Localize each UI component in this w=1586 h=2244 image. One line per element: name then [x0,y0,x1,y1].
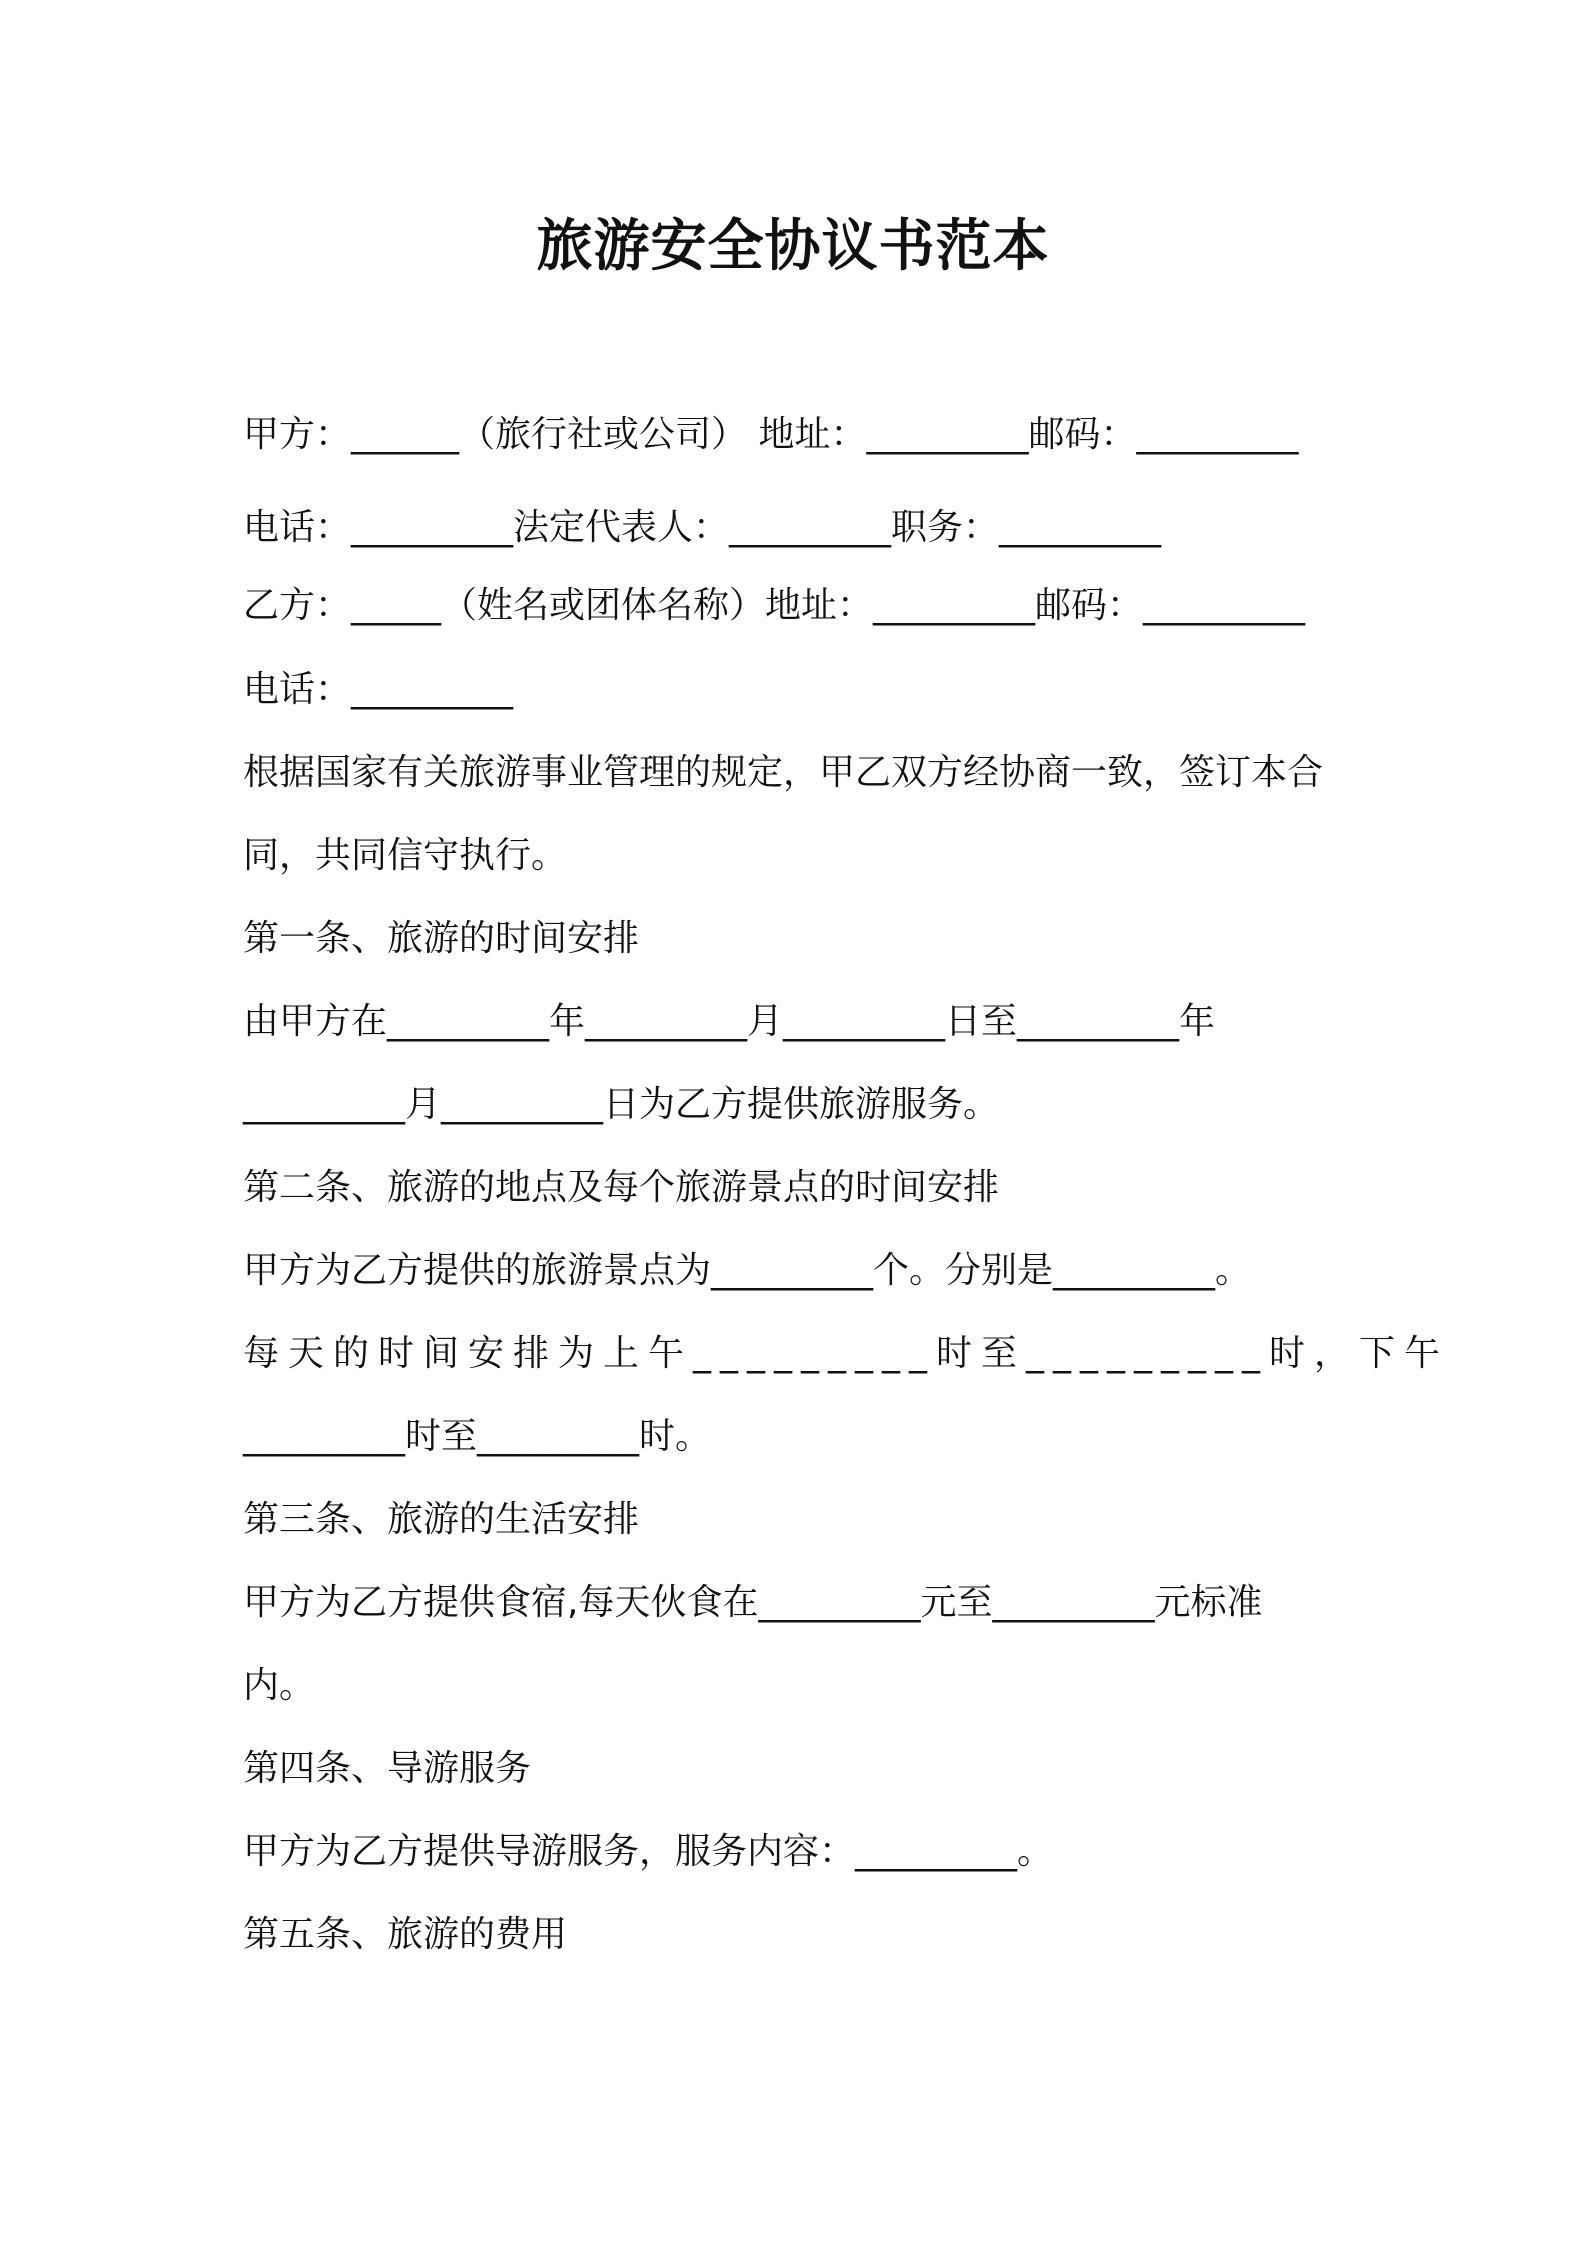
party-b-line-1: 乙方：_____（姓名或团体名称）地址：_________邮码：_________ [243,585,1306,626]
party-a-line-1: 甲方：______（旅行社或公司） 地址：_________邮码：_________ [243,414,1299,455]
article-5-heading: 第五条、旅游的费用 [243,1914,568,1955]
preamble-line-1: 根据国家有关旅游事业管理的规定，甲乙双方经协商一致，签订本合 [243,752,1324,793]
article-2-heading: 第二条、旅游的地点及每个旅游景点的时间安排 [243,1167,1000,1208]
article-3-line-2: 内。 [243,1665,316,1706]
article-2-line-3: _________时至_________时。 [243,1416,712,1457]
party-b-line-2: 电话：_________ [243,669,514,710]
article-4-line-1: 甲方为乙方提供导游服务，服务内容：_________。 [243,1831,1054,1872]
party-a-line-2: 电话：_________法定代表人：_________职务：_________ [243,507,1162,548]
article-4-heading: 第四条、导游服务 [243,1748,532,1789]
preamble-line-2: 同，共同信守执行。 [243,835,568,876]
article-2-line-2: 每天的时间安排为上午_________时至_________时，下午 [243,1333,1450,1374]
document-title: 旅游安全协议书范本 [536,214,1050,279]
article-1-line-1: 由甲方在_________年_________月_________日至_________年 [243,1001,1216,1042]
article-1-line-2: _________月_________日为乙方提供旅游服务。 [243,1084,1000,1125]
article-1-heading: 第一条、旅游的时间安排 [243,918,640,959]
article-3-line-1: 甲方为乙方提供食宿,每天伙食在_________元至_________元标准 [243,1582,1263,1623]
article-3-heading: 第三条、旅游的生活安排 [243,1499,640,1540]
article-2-line-1: 甲方为乙方提供的旅游景点为_________个。分别是_________。 [243,1250,1252,1291]
